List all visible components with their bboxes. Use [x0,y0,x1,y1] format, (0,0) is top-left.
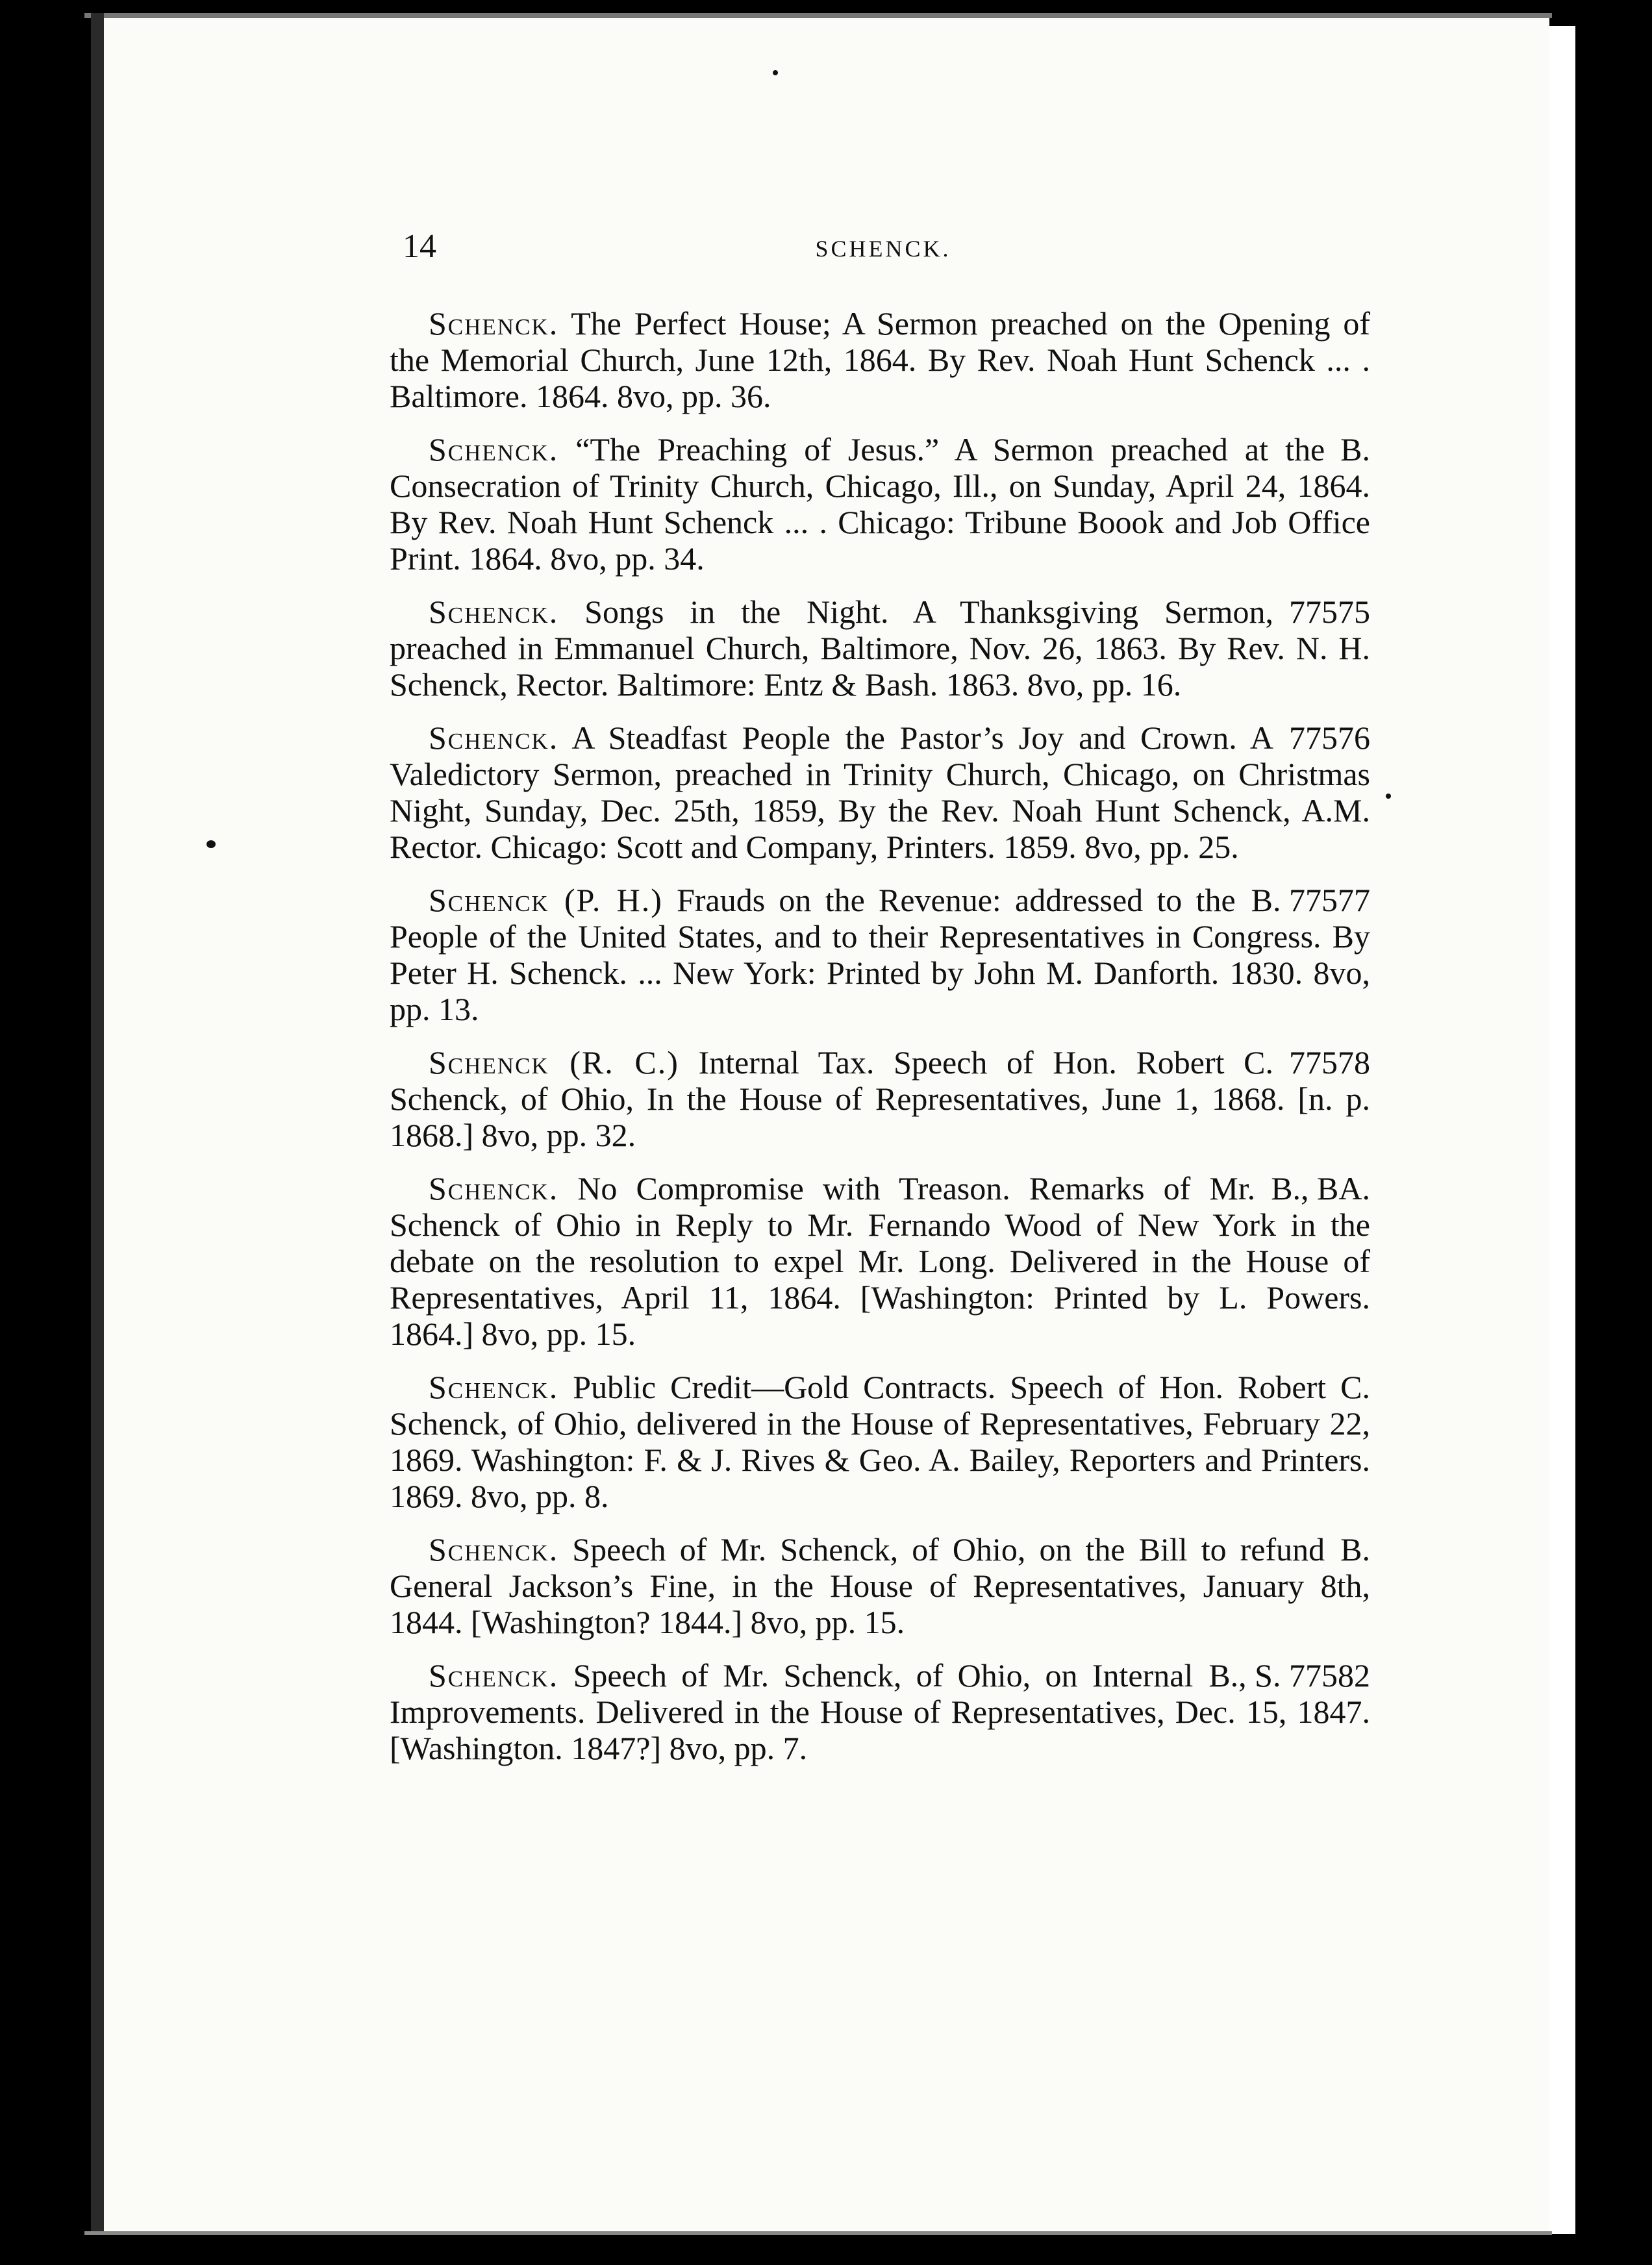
page-bottom-edge [84,2231,1552,2235]
bibliography-entry [390,594,1370,703]
entry-text: “The Preaching of Jesus.” A Sermon preached at the Consecration of Trinity Church, Chicago, Ill., on Sunday, April 24, 1864. By Rev. Noah Hunt Schenck ... . Chicago: Tribune Boook and Job Office Print. 1864. 8vo, pp. 34. [390,431,1370,577]
entry-reference: B. [1340,431,1370,468]
speck-mark [1386,794,1391,799]
entry-heading: Schenck. [429,1657,559,1694]
entry-text: Songs in the Night. A Thanksgiving Sermon, preached in Emmanuel Church, Baltimore, Nov. 26, 1863. By Rev. N. H. Schenck, Rector. Baltimore: Entz & Bash. 1863. 8vo, pp. 16. [390,594,1370,703]
page-top-edge [84,13,1552,18]
entry-reference: B., BA. [1271,1170,1370,1207]
page-left-edge [91,13,104,2234]
entry-reference: B. [1340,1531,1370,1568]
entry-heading: Schenck. [429,1531,559,1568]
entry-text: Speech of Mr. Schenck, of Ohio, on Internal Improvements. Delivered in the House of Representatives, Dec. 15, 1847. [Washington. 1847?] 8vo, pp. 7. [390,1657,1370,1766]
entry-heading: Schenck (R. C.) [429,1044,679,1081]
entry-text: Public Credit—Gold Contracts. Speech of Hon. Robert C. Schenck, of Ohio, delivered in the House of Representatives, February 22, 1869. Washington: F. & J. Rives & Geo. A. Bailey, Reporters and Printers. 1869. 8vo, pp. 8. [390,1369,1371,1514]
entry-text: Internal Tax. Speech of Hon. Robert C. Schenck, of Ohio, In the House of Representatives, June 1, 1868. [n. p. 1868.] 8vo, pp. 32. [390,1044,1370,1153]
bibliography-entry [390,1170,1370,1352]
entry-reference: 77576 [1289,720,1370,756]
entry-reference: 77578 [1289,1044,1370,1081]
bibliography-entry [390,305,1370,414]
page-right-margin [1549,26,1575,2234]
entry-text: Speech of Mr. Schenck, of Ohio, on the Bill to refund General Jackson’s Fine, in the House of Representatives, January 8th, 1844. [Washington? 1844.] 8vo, pp. 15. [390,1531,1370,1640]
entry-heading: Schenck (P. H.) [429,882,663,918]
bibliography-entry [390,431,1370,577]
entry-heading: Schenck. [429,1369,559,1405]
entry-text: No Compromise with Treason. Remarks of Mr. Schenck of Ohio in Reply to Mr. Fernando Wood of New York in the debate on the resolution to expel Mr. Long. Delivered in the House of Representatives, April 11, 1864. [Washington: Printed by L. Powers. 1864.] 8vo, pp. 15. [390,1170,1370,1352]
bibliography-entry [390,720,1370,865]
running-head: SCHENCK. [815,236,951,262]
bibliography-entry [390,1657,1370,1766]
entry-text: A Steadfast People the Pastor’s Joy and Crown. A Valedictory Sermon, preached in Trinity Church, Chicago, on Christmas Night, Sunday, Dec. 25th, 1859, By the Rev. Noah Hunt Schenck, A.M. Rector. Chicago: Scott and Company, Printers. 1859. 8vo, pp. 25. [390,720,1370,865]
entry-heading: Schenck. [429,1170,559,1207]
entry-text: Frauds on the Revenue: addressed to the People of the United States, and to their Representatives in Congress. By Peter H. Schenck. ... New York: Printed by John M. Danforth. 1830. 8vo, pp. 13. [390,882,1370,1027]
entry-reference: 77575 [1289,594,1370,630]
bibliography-entry [390,882,1370,1027]
entry-reference: B., S. 77582 [1208,1657,1370,1694]
bibliography-entry [390,1044,1370,1153]
entry-heading: Schenck. [429,431,559,468]
bibliography-entry [390,1531,1370,1640]
entry-heading: Schenck. [429,720,559,756]
speck-mark [773,70,778,75]
bibliography-entries [390,305,1370,1783]
bibliography-entry [390,1369,1370,1514]
speck-mark [206,840,216,848]
entry-heading: Schenck. [429,305,559,342]
entry-reference: B. 77577 [1251,882,1370,918]
entry-heading: Schenck. [429,594,559,630]
page-number: 14 [403,228,436,265]
entry-text: The Perfect House; A Sermon preached on the Opening of the Memorial Church, June 12th, 1864. By Rev. Noah Hunt Schenck ... . Baltimore. 1864. 8vo, pp. 36. [390,305,1370,414]
page-header [403,227,1364,279]
